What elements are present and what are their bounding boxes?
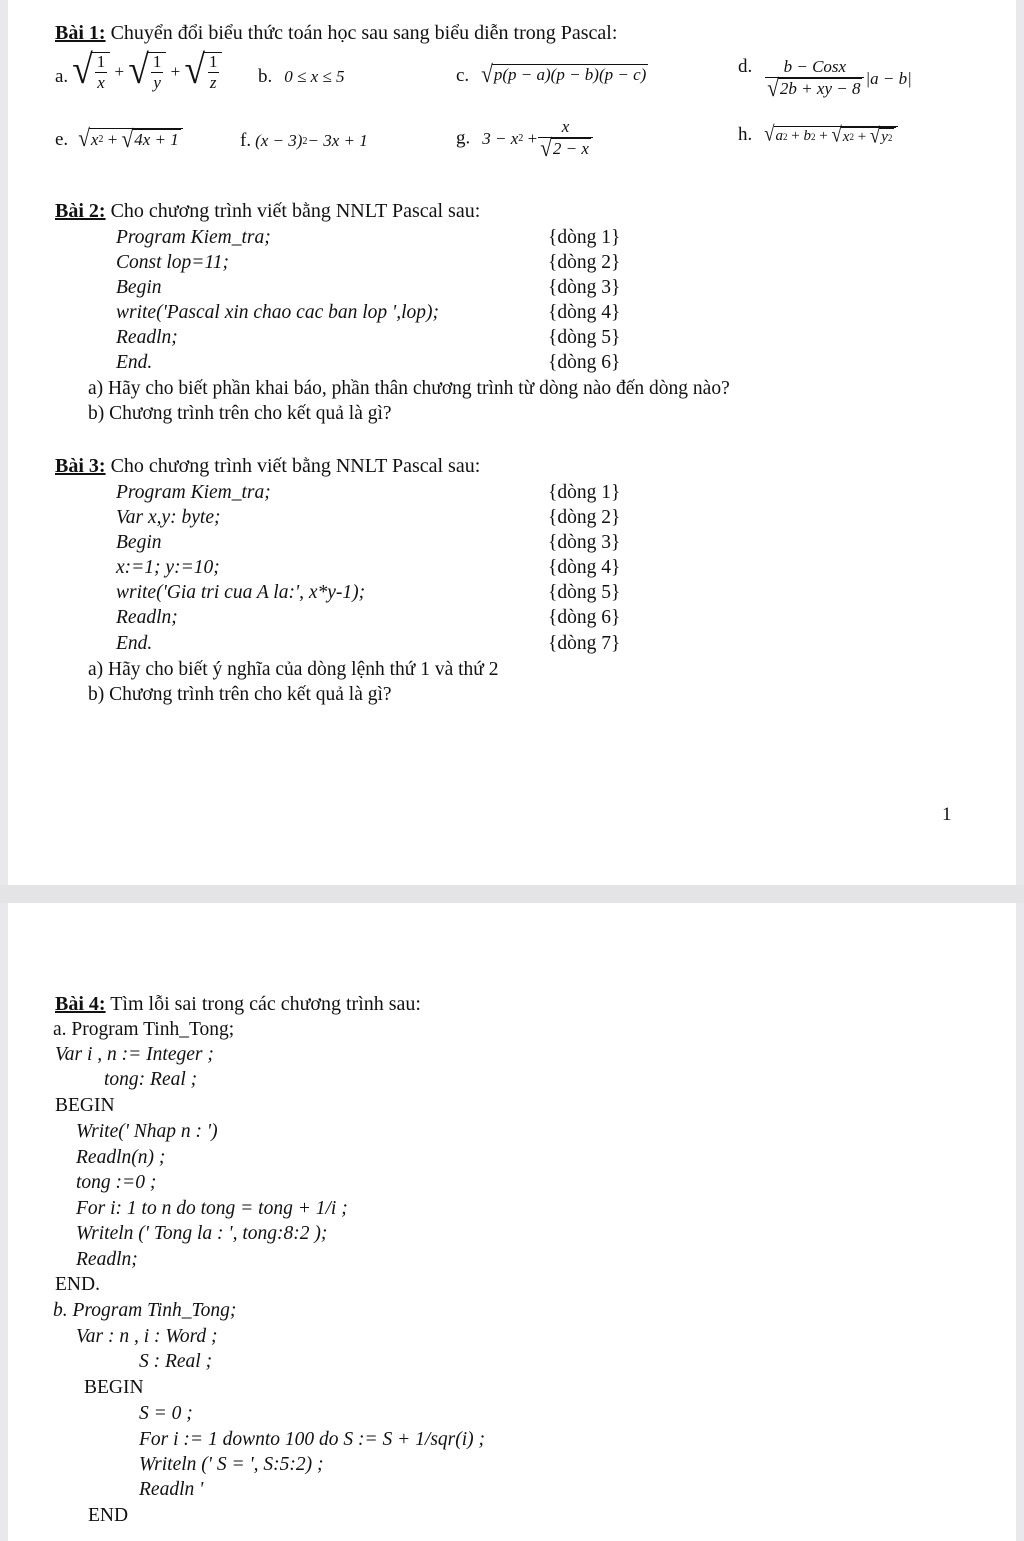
bai3-tag-7: {dòng 7} xyxy=(548,633,621,654)
bai4-b-line-8: Readln ' xyxy=(139,1479,204,1500)
bai4-a-line-1-text: a. Program Tinh_Tong; xyxy=(53,1019,235,1040)
bai2-heading xyxy=(55,200,480,223)
bai3-line-4: x:=1; y:=10; xyxy=(116,557,220,578)
bai2-line-1: Program Kiem_tra; xyxy=(116,227,271,248)
bai4-b-line-7: Writeln (' S = ', S:5:2) ; xyxy=(139,1454,324,1475)
expr-a-math: √ $\frac{1}{x}$ + √ $\frac{1}{y}$ + √ $\frac{1}{z}$ xyxy=(72,52,222,92)
bai4-a-line-1 xyxy=(53,1019,234,1041)
expr-b xyxy=(258,66,344,88)
expr-d-den: 2b + xy − 8 xyxy=(779,79,861,99)
bai3-question-a: a) Hãy cho biết ý nghĩa của dòng lệnh thứ 1 và thứ 2 xyxy=(88,659,499,680)
bai2-line-6: End. xyxy=(116,352,153,373)
bai2-title: Bài 2: xyxy=(55,200,106,222)
bai3-line-5: write('Gia tri cua A la:', x*y-1); xyxy=(116,582,366,603)
expr-g: g. 3 − x 2 + x √ 2 − x xyxy=(456,118,594,159)
bai3-tag-2: {dòng 2} xyxy=(548,507,621,528)
bai2-tag-1: {dòng 1} xyxy=(548,227,621,248)
expr-b-math: 0 ≤ x ≤ 5 xyxy=(284,67,345,86)
expr-h-d: y xyxy=(881,129,888,146)
expr-h-a: a xyxy=(775,128,784,145)
bai4-b-line-1: b. Program Tinh_Tong; xyxy=(53,1300,237,1321)
bai3-question-b: b) Chương trình trên cho kết quả là gì? xyxy=(88,684,392,705)
bai3-tag-4: {dòng 4} xyxy=(548,557,621,578)
bai4-a-line-11: END. xyxy=(55,1274,100,1295)
bai3-line-6: Readln; xyxy=(116,607,178,628)
bai3-tag-5: {dòng 5} xyxy=(548,582,621,603)
bai4-a-line-4: BEGIN xyxy=(55,1095,115,1116)
bai3-heading xyxy=(55,455,480,478)
bai2-tag-6: {dòng 6} xyxy=(548,352,621,373)
expr-d-abs: |a − b| xyxy=(865,68,912,88)
bai4-b-line-3: S : Real ; xyxy=(139,1351,213,1372)
expr-d: d. b − Cosx √ 2b + xy − 8 |a − b| xyxy=(738,56,912,102)
bai2-question-b: b) Chương trình trên cho kết quả là gì? xyxy=(88,403,392,424)
document-page-2 xyxy=(8,903,1016,1541)
bai4-b-line-5: S = 0 ; xyxy=(139,1403,193,1424)
bai1-title: Bài 1: xyxy=(55,22,106,44)
expr-h-c: x xyxy=(842,128,850,145)
expr-g-num: x xyxy=(561,117,570,136)
expr-e: e. √ x 2 + √ 4x + 1 xyxy=(55,128,183,151)
expr-h-b: b xyxy=(803,128,812,145)
bai4-b-line-9: END xyxy=(88,1505,129,1526)
expr-e-a: x xyxy=(90,129,99,149)
bai4-title: Bài 4: xyxy=(55,993,106,1015)
expr-e-b: 4x + 1 xyxy=(134,130,179,150)
bai2-tag-2: {dòng 2} xyxy=(548,252,621,273)
expr-g-pre: 3 − x xyxy=(482,128,519,148)
bai1-text: Chuyển đổi biểu thức toán học sau sang biểu diễn trong Pascal: xyxy=(105,22,618,44)
bai3-line-3: Begin xyxy=(116,532,162,553)
label-h: h. xyxy=(738,124,753,145)
bai2-text: Cho chương trình viết bằng NNLT Pascal sau: xyxy=(105,200,481,222)
bai2-tag-3: {dòng 3} xyxy=(548,277,621,298)
bai2-line-5: Readln; xyxy=(116,327,178,348)
bai4-a-line-8: For i: 1 to n do tong = tong + 1/i ; xyxy=(76,1198,348,1219)
label-f: f. xyxy=(240,130,252,151)
bai3-text: Cho chương trình viết bằng NNLT Pascal sau: xyxy=(105,455,481,477)
expr-g-den: 2 − x xyxy=(552,139,589,159)
label-d: d. xyxy=(738,56,753,77)
bai3-line-2: Var x,y: byte; xyxy=(116,507,221,528)
label-b: b. xyxy=(258,66,273,87)
expr-c: c. √ p(p − a)(p − b)(p − c) xyxy=(456,60,647,88)
bai4-a-line-10: Readln; xyxy=(76,1249,138,1270)
bai4-a-line-7: tong :=0 ; xyxy=(76,1172,157,1193)
label-c: c. xyxy=(456,65,470,86)
page-separator xyxy=(0,885,1024,903)
bai3-title: Bài 3: xyxy=(55,455,106,477)
expr-h: h. √ a 2 + b 2 + √ x 2 + √ y 2 xyxy=(738,124,898,147)
bai2-line-2: Const lop=11; xyxy=(116,252,230,273)
bai2-tag-4: {dòng 4} xyxy=(548,302,621,323)
bai4-text: Tìm lỗi sai trong các chương trình sau: xyxy=(105,993,421,1015)
expr-a xyxy=(55,47,222,93)
bai4-a-line-9: Writeln (' Tong la : ', tong:8:2 ); xyxy=(76,1223,328,1244)
bai4-heading xyxy=(55,993,421,1016)
page-number: 1 xyxy=(942,804,952,825)
bai4-a-line-6: Readln(n) ; xyxy=(76,1147,166,1168)
bai4-b-line-2: Var : n , i : Word ; xyxy=(76,1326,218,1347)
bai1-heading xyxy=(55,22,617,45)
bai3-line-7: End. xyxy=(116,633,153,654)
expr-f-math: (x − 3) xyxy=(255,131,303,150)
expr-f: f. (x − 3) 2 − 3x + 1 xyxy=(240,130,368,151)
expr-d-num: b − Cosx xyxy=(783,57,847,76)
label-a: a. xyxy=(55,66,69,87)
document-page-1 xyxy=(8,0,1016,885)
bai2-tag-5: {dòng 5} xyxy=(548,327,621,348)
bai4-a-line-5: Write(' Nhap n : ') xyxy=(76,1121,218,1142)
bai4-b-line-6: For i := 1 downto 100 do S := S + 1/sqr(i) ; xyxy=(139,1429,486,1450)
label-e: e. xyxy=(55,129,69,150)
label-g: g. xyxy=(456,127,471,149)
bai3-tag-1: {dòng 1} xyxy=(548,482,621,503)
bai3-line-1: Program Kiem_tra; xyxy=(116,482,271,503)
bai4-a-line-3: tong: Real ; xyxy=(104,1069,198,1090)
bai2-question-a: a) Hãy cho biết phần khai báo, phần thân chương trình từ dòng nào đến dòng nào? xyxy=(88,378,730,399)
bai3-tag-3: {dòng 3} xyxy=(548,532,621,553)
bai4-a-line-2: Var i , n := Integer ; xyxy=(55,1044,214,1065)
bai3-tag-6: {dòng 6} xyxy=(548,607,621,628)
bai2-line-4: write('Pascal xin chao cac ban lop ',lop); xyxy=(116,302,439,323)
expr-c-math: p(p − a)(p − b)(p − c) xyxy=(493,65,647,85)
bai4-b-line-4: BEGIN xyxy=(84,1377,144,1398)
expr-f-rest: − 3x + 1 xyxy=(307,131,368,150)
bai2-line-3: Begin xyxy=(116,277,162,298)
